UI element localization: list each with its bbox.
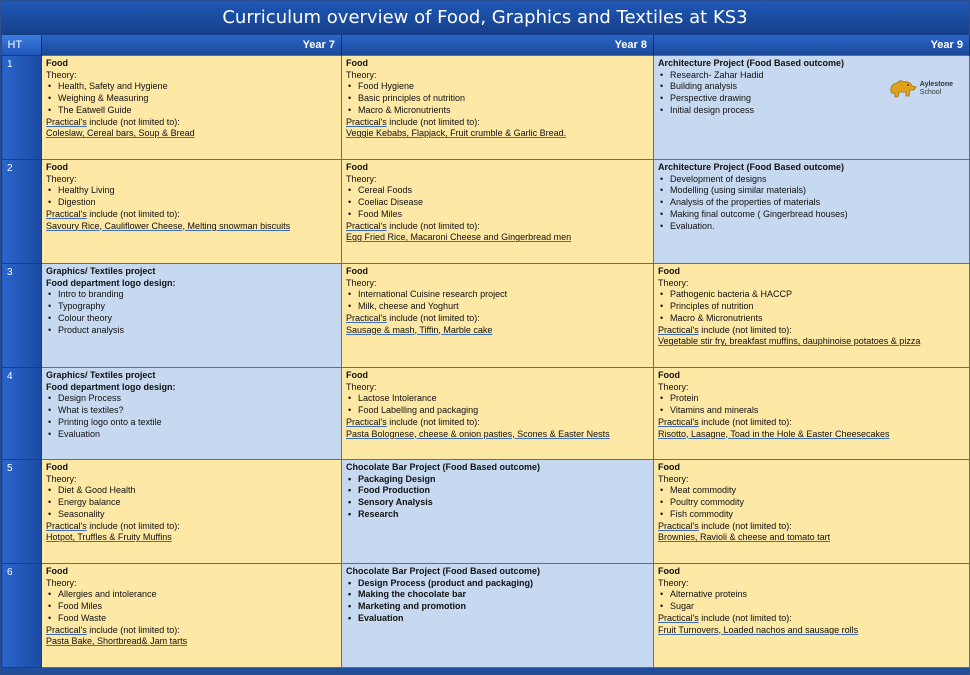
topic-list <box>46 393 337 440</box>
topic-list <box>658 485 965 520</box>
table-row <box>2 564 970 668</box>
cell-y7-ht2 <box>42 160 342 264</box>
cell-subheading: Food department logo design: <box>46 381 176 392</box>
list-item: • International Cuisine research project <box>346 289 649 301</box>
practicals-items: Coleslaw, Cereal bars, Soup & Bread <box>46 128 195 139</box>
practicals-items: Vegetable stir fry, breakfast muffins, dauphinoise potatoes & pizza <box>658 336 921 347</box>
list-item: • Food Miles <box>46 601 337 613</box>
cell-heading: Food <box>658 566 680 576</box>
cell-y9-ht2 <box>654 160 970 264</box>
cell-y9-ht4 <box>654 368 970 460</box>
practicals-label <box>46 625 337 637</box>
topic-list <box>46 485 337 520</box>
theory-label: Theory: <box>346 69 377 80</box>
cell-y8-ht2 <box>342 160 654 264</box>
cell-heading: Food <box>346 58 368 68</box>
theory-label: Theory: <box>658 277 689 288</box>
practicals-rest: include (not limited to): <box>86 520 180 531</box>
curriculum-table <box>1 35 970 668</box>
logo-sub: School <box>919 89 942 96</box>
list-item: • Fish commodity <box>658 509 965 521</box>
list-item: • What is textiles? <box>46 405 337 417</box>
practicals-items: Fruit Turnovers, Loaded nachos and sausage rolls <box>658 624 859 635</box>
list-item: • Cereal Foods <box>346 185 649 197</box>
list-item: • Lactose Intolerance <box>346 393 649 405</box>
practicals-word: Practical's <box>46 624 87 635</box>
list-item: • Allergies and intolerance <box>46 589 337 601</box>
list-item: • Diet & Good Health <box>46 485 337 497</box>
ht-number: 4 <box>2 368 42 460</box>
practicals-rest: include (not limited to): <box>698 612 792 623</box>
list-item: • Perspective drawing <box>658 93 965 105</box>
practicals-word: Practical's <box>46 116 87 127</box>
practicals-label <box>46 209 337 221</box>
practicals-rest: include (not limited to): <box>698 416 792 427</box>
list-item: • Food Hygiene <box>346 81 649 93</box>
list-item: • Packaging Design <box>346 474 649 486</box>
topic-list <box>658 289 965 324</box>
list-item: • Development of designs <box>658 174 965 186</box>
list-item: • Intro to branding <box>46 289 337 301</box>
cell-y9-ht5 <box>654 460 970 564</box>
list-item: • Food Waste <box>46 613 337 625</box>
cell-y7-ht1 <box>42 56 342 160</box>
list-item: • Evaluation <box>346 613 649 625</box>
cell-heading: Graphics/ Textiles project <box>46 266 156 276</box>
list-item: • Energy balance <box>46 497 337 509</box>
topic-list <box>346 289 649 312</box>
practicals-rest: include (not limited to): <box>86 116 180 127</box>
theory-label: Theory: <box>46 473 77 484</box>
table-row <box>2 264 970 368</box>
practicals-word: Practical's <box>46 208 87 219</box>
practicals-label <box>658 521 965 533</box>
practicals-items: Hotpot, Truffles & Fruity Muffins <box>46 532 172 543</box>
theory-label: Theory: <box>346 173 377 184</box>
theory-label: Theory: <box>658 381 689 392</box>
cell-heading: Architecture Project (Food Based outcome) <box>658 162 845 172</box>
list-item: • Alternative proteins <box>658 589 965 601</box>
topic-list <box>346 578 649 625</box>
ht-number: 1 <box>2 56 42 160</box>
cell-heading: Chocolate Bar Project (Food Based outcome) <box>346 566 541 576</box>
list-item: • Meat commodity <box>658 485 965 497</box>
list-item: • Product analysis <box>46 325 337 337</box>
cell-y8-ht3 <box>342 264 654 368</box>
cell-heading: Food <box>46 566 68 576</box>
cell-subheading: Food department logo design: <box>46 277 176 288</box>
list-item: • Design Process <box>46 393 337 405</box>
practicals-label <box>346 221 649 233</box>
ht-number: 2 <box>2 160 42 264</box>
practicals-word: Practical's <box>658 612 699 623</box>
list-item: • Evaluation. <box>658 221 965 233</box>
cell-y7-ht3 <box>42 264 342 368</box>
header-year9: Year 9 <box>654 35 970 56</box>
list-item: • Printing logo onto a textile <box>46 417 337 429</box>
lion-icon <box>888 78 918 100</box>
list-item: • Making the chocolate bar <box>346 589 649 601</box>
cell-y7-ht5 <box>42 460 342 564</box>
logo-name: Aylestone <box>919 81 953 88</box>
cell-heading: Food <box>46 162 68 172</box>
ht-number: 5 <box>2 460 42 564</box>
topic-list <box>658 174 965 233</box>
cell-y8-ht6 <box>342 564 654 668</box>
list-item: • Vitamins and minerals <box>658 405 965 417</box>
practicals-label <box>46 521 337 533</box>
theory-label: Theory: <box>346 381 377 392</box>
list-item: • Coeliac Disease <box>346 197 649 209</box>
list-item: • Pathogenic bacteria & HACCP <box>658 289 965 301</box>
practicals-word: Practical's <box>658 520 699 531</box>
practicals-rest: include (not limited to): <box>386 312 480 323</box>
practicals-word: Practical's <box>658 324 699 335</box>
cell-y9-ht1 <box>654 56 970 160</box>
topic-list <box>658 589 965 612</box>
ht-number: 6 <box>2 564 42 668</box>
list-item: • Modelling (using similar materials) <box>658 185 965 197</box>
header-row <box>2 35 970 56</box>
practicals-label <box>346 313 649 325</box>
list-item: • Colour theory <box>46 313 337 325</box>
cell-heading: Graphics/ Textiles project <box>46 370 156 380</box>
list-item: • Food Production <box>346 485 649 497</box>
list-item: • The Eatwell Guide <box>46 105 337 117</box>
topic-list <box>46 185 337 208</box>
header-ht: HT <box>2 35 42 56</box>
practicals-rest: include (not limited to): <box>86 208 180 219</box>
topic-list <box>346 393 649 416</box>
list-item: • Building analysis <box>658 81 965 93</box>
practicals-label <box>346 417 649 429</box>
list-item: • Making final outcome ( Gingerbread houses) <box>658 209 965 221</box>
theory-label: Theory: <box>346 277 377 288</box>
cell-heading: Food <box>346 162 368 172</box>
practicals-word: Practical's <box>658 416 699 427</box>
practicals-items: Pasta Bolognese, cheese & onion pasties, Scones & Easter Nests <box>346 428 610 439</box>
theory-label: Theory: <box>658 577 689 588</box>
list-item: • Basic principles of nutrition <box>346 93 649 105</box>
practicals-items: Veggie Kebabs, Flapjack, Fruit crumble & Garlic Bread. <box>346 128 567 139</box>
list-item: • Healthy Living <box>46 185 337 197</box>
theory-label: Theory: <box>46 173 77 184</box>
list-item: • Food Labelling and packaging <box>346 405 649 417</box>
practicals-items: Savoury Rice, Cauliflower Cheese, Melting snowman biscuits <box>46 220 291 231</box>
practicals-rest: include (not limited to): <box>698 520 792 531</box>
list-item: • Food Miles <box>346 209 649 221</box>
list-item: • Typography <box>46 301 337 313</box>
practicals-items: Pasta Bake, Shortbread& Jam tarts <box>46 636 188 647</box>
list-item: • Sugar <box>658 601 965 613</box>
cell-y7-ht6 <box>42 564 342 668</box>
page-title: Curriculum overview of Food, Graphics and Textiles at KS3 <box>1 1 969 35</box>
practicals-rest: include (not limited to): <box>86 624 180 635</box>
topic-list <box>46 81 337 116</box>
list-item: • Design Process (product and packaging) <box>346 578 649 590</box>
practicals-word: Practical's <box>46 520 87 531</box>
cell-heading: Food <box>346 370 368 380</box>
list-item: • Analysis of the properties of materials <box>658 197 965 209</box>
table-row <box>2 368 970 460</box>
practicals-items: Risotto, Lasagne, Toad in the Hole & Easter Cheesecakes <box>658 428 890 439</box>
practicals-word: Practical's <box>346 312 387 323</box>
list-item: • Weighing & Measuring <box>46 93 337 105</box>
topic-list <box>46 289 337 336</box>
theory-label: Theory: <box>46 69 77 80</box>
topic-list <box>346 185 649 220</box>
cell-heading: Food <box>658 462 680 472</box>
practicals-rest: include (not limited to): <box>386 220 480 231</box>
topic-list <box>346 474 649 521</box>
theory-label: Theory: <box>658 473 689 484</box>
cell-heading: Architecture Project (Food Based outcome) <box>658 58 845 68</box>
list-item: • Poultry commodity <box>658 497 965 509</box>
practicals-label <box>346 117 649 129</box>
table-row <box>2 460 970 564</box>
practicals-items: Sausage & mash, Tiffin, Marble cake <box>346 324 493 335</box>
list-item: • Digestion <box>46 197 337 209</box>
practicals-rest: include (not limited to): <box>386 116 480 127</box>
practicals-items: Brownies, Ravioli & cheese and tomato tart <box>658 532 831 543</box>
table-row <box>2 56 970 160</box>
practicals-rest: include (not limited to): <box>386 416 480 427</box>
list-item: • Macro & Micronutrients <box>346 105 649 117</box>
cell-heading: Food <box>46 58 68 68</box>
topic-list <box>658 393 965 416</box>
theory-label: Theory: <box>46 577 77 588</box>
ht-number: 3 <box>2 264 42 368</box>
practicals-word: Practical's <box>346 416 387 427</box>
list-item: • Research <box>346 509 649 521</box>
list-item: • Health, Safety and Hygiene <box>46 81 337 93</box>
school-logo <box>888 78 953 100</box>
cell-y8-ht1 <box>342 56 654 160</box>
cell-heading: Chocolate Bar Project (Food Based outcome) <box>346 462 541 472</box>
table-row <box>2 160 970 264</box>
practicals-label <box>46 117 337 129</box>
practicals-word: Practical's <box>346 220 387 231</box>
list-item: • Principles of nutrition <box>658 301 965 313</box>
practicals-items: Egg Fried Rice, Macaroni Cheese and Gingerbread men <box>346 232 572 243</box>
list-item: • Seasonality <box>46 509 337 521</box>
cell-y8-ht4 <box>342 368 654 460</box>
cell-y7-ht4 <box>42 368 342 460</box>
topic-list <box>46 589 337 624</box>
cell-heading: Food <box>658 266 680 276</box>
practicals-rest: include (not limited to): <box>698 324 792 335</box>
topic-list <box>346 81 649 116</box>
list-item: • Evaluation <box>46 429 337 441</box>
practicals-label <box>658 325 965 337</box>
cell-y8-ht5 <box>342 460 654 564</box>
cell-heading: Food <box>658 370 680 380</box>
practicals-word: Practical's <box>346 116 387 127</box>
list-item: • Protein <box>658 393 965 405</box>
logo-text <box>920 81 953 97</box>
header-year8: Year 8 <box>342 35 654 56</box>
cell-y9-ht6 <box>654 564 970 668</box>
cell-heading: Food <box>346 266 368 276</box>
practicals-label <box>658 417 965 429</box>
practicals-label <box>658 613 965 625</box>
list-item: • Milk, cheese and Yoghurt <box>346 301 649 313</box>
list-item: • Marketing and promotion <box>346 601 649 613</box>
list-item: • Initial design process <box>658 105 965 117</box>
list-item: • Sensory Analysis <box>346 497 649 509</box>
cell-y9-ht3 <box>654 264 970 368</box>
list-item: • Research- Zahar Hadid <box>658 70 965 82</box>
list-item: • Macro & Micronutrients <box>658 313 965 325</box>
header-year7: Year 7 <box>42 35 342 56</box>
cell-heading: Food <box>46 462 68 472</box>
